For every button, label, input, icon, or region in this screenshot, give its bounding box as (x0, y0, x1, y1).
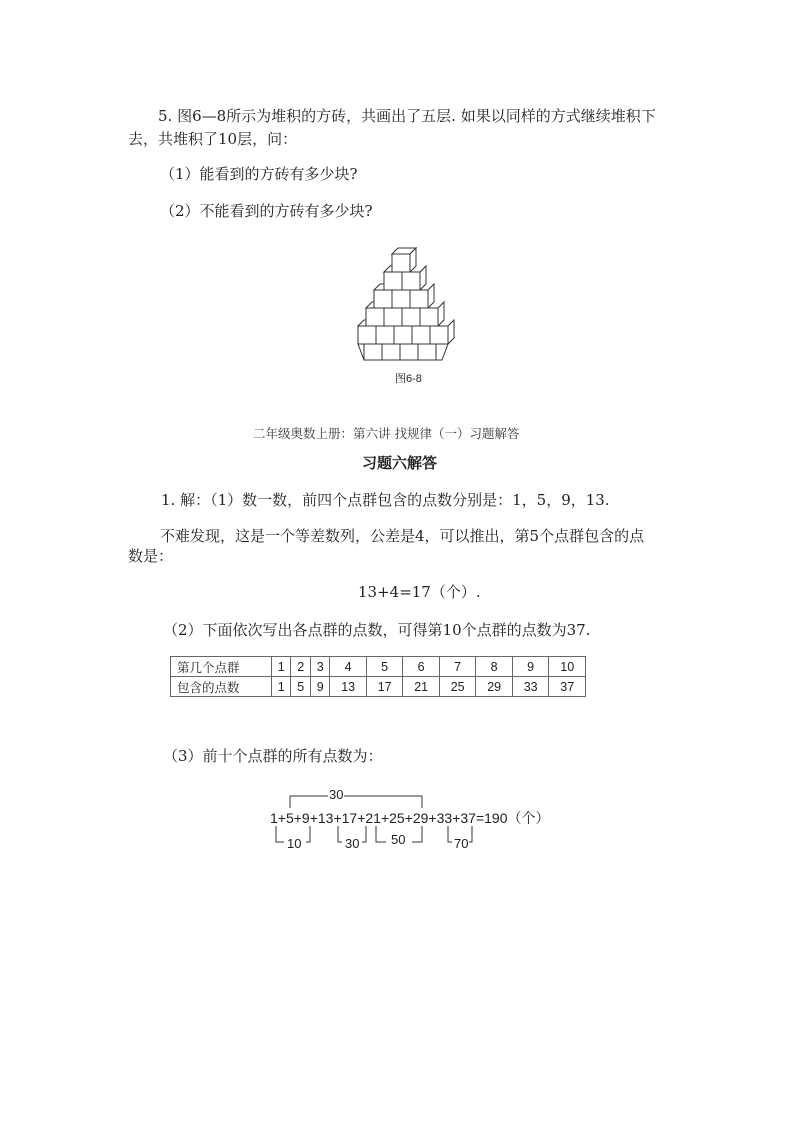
section-title: 习题六解答 (362, 454, 438, 472)
solution1-line3: 数是： (128, 547, 174, 565)
table-row-header: 包含的点数 (171, 677, 272, 697)
table-cell: 21 (403, 677, 440, 697)
table-cell: 6 (403, 657, 440, 677)
table-cell: 17 (366, 677, 403, 697)
table-cell: 5 (291, 677, 310, 697)
solution1-part2: （2）下面依次写出各点群的点数，可得第10个点群的点数为37. (163, 621, 591, 639)
table-cell: 9 (310, 677, 329, 697)
solution1-line1: 1. 解：（1）数一数，前四个点群包含的点数分别是：1，5，9，13. (161, 491, 610, 509)
table-cell: 9 (512, 657, 549, 677)
table-cell: 7 (439, 657, 476, 677)
sum-expression: 1+5+9+13+17+21+25+29+33+37=190（个） (270, 810, 550, 826)
table-cell: 10 (549, 657, 586, 677)
table-cell: 25 (439, 677, 476, 697)
table-cell: 3 (310, 657, 329, 677)
table-cell: 8 (476, 657, 513, 677)
table-cell: 1 (272, 657, 291, 677)
problem5-line2: 去，共堆积了10层，问： (128, 130, 298, 148)
table-cell: 1 (272, 677, 291, 697)
sum-bottom-label: 50 (391, 832, 406, 847)
table-cell: 4 (330, 657, 367, 677)
sum-top-label: 30 (329, 787, 344, 802)
table-row (171, 677, 586, 697)
sum-bottom-label: 70 (454, 836, 469, 851)
table-cell: 2 (291, 657, 310, 677)
table-row-header: 第几个点群 (171, 657, 272, 677)
solution1-line2: 不难发现，这是一个等差数列，公差是4，可以推出，第5个点群包含的点 (160, 527, 645, 545)
section-header: 二年级奥数上册：第六讲 找规律（一）习题解答 (253, 426, 520, 441)
point-group-table (170, 656, 586, 697)
figure-caption: 图6-8 (395, 373, 422, 385)
table-cell: 13 (330, 677, 367, 697)
sum-bottom-label: 10 (287, 836, 302, 851)
table-cell: 33 (512, 677, 549, 697)
sum-bottom-label: 30 (345, 836, 360, 851)
problem5-line1: 5. 图6—8所示为堆积的方砖，共画出了五层. 如果以同样的方式继续堆积下 (158, 107, 656, 125)
table-cell: 5 (366, 657, 403, 677)
solution1-part3: （3）前十个点群的所有点数为： (163, 747, 383, 765)
table-cell: 29 (476, 677, 513, 697)
table-row (171, 657, 586, 677)
table-cell: 37 (549, 677, 586, 697)
problem5-question1: （1）能看到的方砖有多少块? (160, 165, 358, 183)
solution1-equation: 13+4=17（个）. (358, 583, 481, 601)
stacked-cubes-figure (340, 236, 470, 386)
problem5-question2: （2）不能看到的方砖有多少块? (160, 202, 373, 220)
